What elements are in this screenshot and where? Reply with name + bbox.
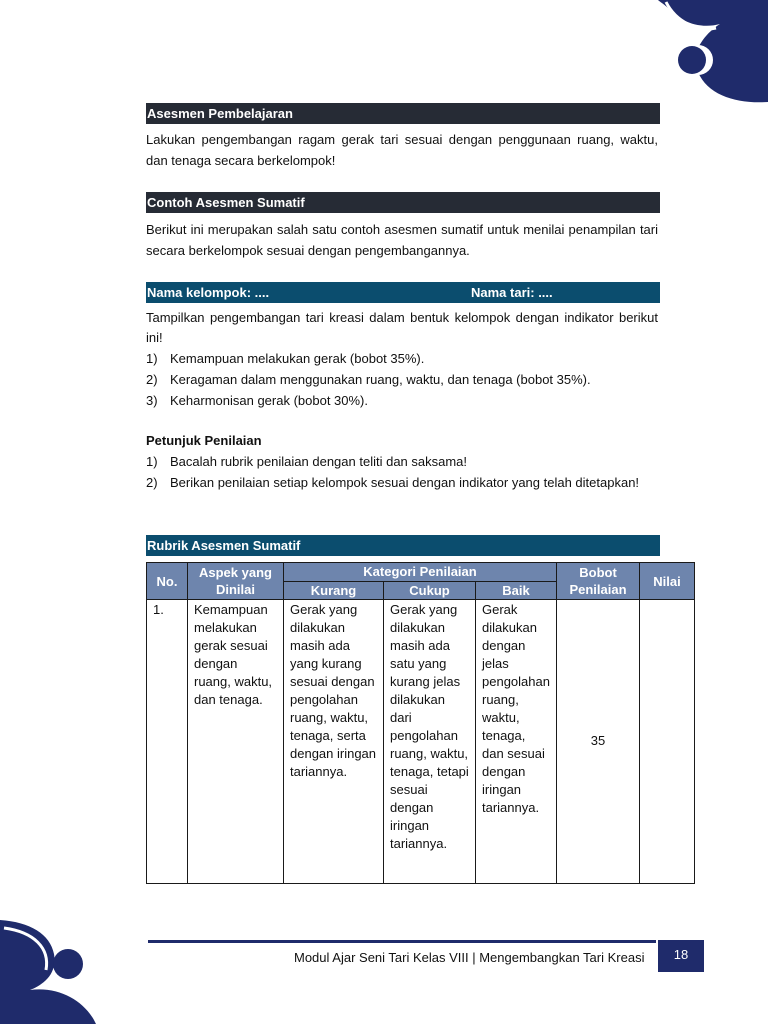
nama-kelompok-label: Nama kelompok: .... [147, 285, 270, 300]
header-no: No. [147, 563, 188, 600]
instruksi-block [146, 308, 658, 411]
header-nilai: Nilai [640, 563, 695, 600]
nama-kelompok-bar [146, 282, 660, 303]
instruksi-intro: Tampilkan pengembangan tari kreasi dalam bentuk kelompok dengan indikator berikut ini! [146, 310, 658, 345]
table-row [147, 600, 695, 884]
header-baik: Baik [476, 581, 557, 600]
header-cukup: Cukup [384, 581, 476, 600]
instruksi-item [146, 370, 658, 390]
list-number: 2) [146, 372, 158, 387]
footer-divider [148, 940, 656, 943]
page-number: 18 [658, 940, 704, 972]
list-number: 3) [146, 393, 158, 408]
list-number: 2) [146, 475, 158, 490]
petunjuk-title: Petunjuk Penilaian [146, 433, 262, 448]
list-text: Keragaman dalam menggunakan ruang, waktu, dan tenaga (bobot 35%). [170, 372, 591, 387]
cell-no: 1. [147, 600, 188, 884]
header-aspek: Aspek yang Dinilai [188, 563, 284, 600]
rubric-table [146, 562, 695, 884]
contoh-asesmen-text: Berikut ini merupakan salah satu contoh asesmen sumatif untuk menilai penampilan tari secara berkelompok sesuai dengan pengembangannya. [146, 222, 658, 258]
list-text: Berikan penilaian setiap kelompok sesuai dengan indikator yang telah ditetapkan! [170, 475, 640, 490]
petunjuk-item [146, 452, 658, 472]
list-text: Bacalah rubrik penilaian dengan teliti dan saksama! [170, 454, 468, 469]
header-bobot: Bobot Penilaian [557, 563, 640, 600]
cell-bobot: 35 [557, 600, 640, 884]
cell-cukup: Gerak yang dilakukan masih ada satu yang kurang jelas dilakukan dari pengolahan ruang, waktu, tenaga, tetapi sesuai dengan iringan tariannya. [384, 600, 476, 884]
corner-decoration-bottom-left [0, 920, 100, 1024]
asesmen-pembelajaran-text: Lakukan pengembangan ragam gerak tari sesuai dengan penggunaan ruang, waktu, dan tenaga secara berkelompok! [146, 132, 658, 168]
footer-title: Modul Ajar Seni Tari Kelas VIII | Mengembangkan Tari Kreasi [294, 950, 645, 965]
cell-nilai [640, 600, 695, 884]
instruksi-item [146, 391, 658, 411]
petunjuk-item [146, 473, 658, 493]
cell-baik: Gerak dilakukan dengan jelas pengolahan ruang, waktu, tenaga, dan sesuai dengan iringan tariannya. [476, 600, 557, 884]
section-header-asesmen-pembelajaran: Asesmen Pembelajaran [146, 103, 660, 124]
nama-tari-label: Nama tari: .... [471, 285, 553, 300]
cell-aspek: Kemampuan melakukan gerak sesuai dengan ruang, waktu, dan tenaga. [188, 600, 284, 884]
section-header-rubrik: Rubrik Asesmen Sumatif [146, 535, 660, 556]
list-text: Keharmonisan gerak (bobot 30%). [170, 393, 369, 408]
list-text: Kemampuan melakukan gerak (bobot 35%). [170, 351, 425, 366]
header-kategori: Kategori Penilaian [284, 563, 557, 582]
corner-decoration-top-right [658, 0, 768, 104]
instruksi-item [146, 349, 658, 369]
header-kurang: Kurang [284, 581, 384, 600]
petunjuk-block [146, 431, 658, 493]
cell-kurang: Gerak yang dilakukan masih ada yang kurang sesuai dengan pengolahan ruang, waktu, tenaga, serta dengan iringan tariannya. [284, 600, 384, 884]
list-number: 1) [146, 454, 158, 469]
section-header-contoh-asesmen: Contoh Asesmen Sumatif [146, 192, 660, 213]
list-number: 1) [146, 351, 158, 366]
